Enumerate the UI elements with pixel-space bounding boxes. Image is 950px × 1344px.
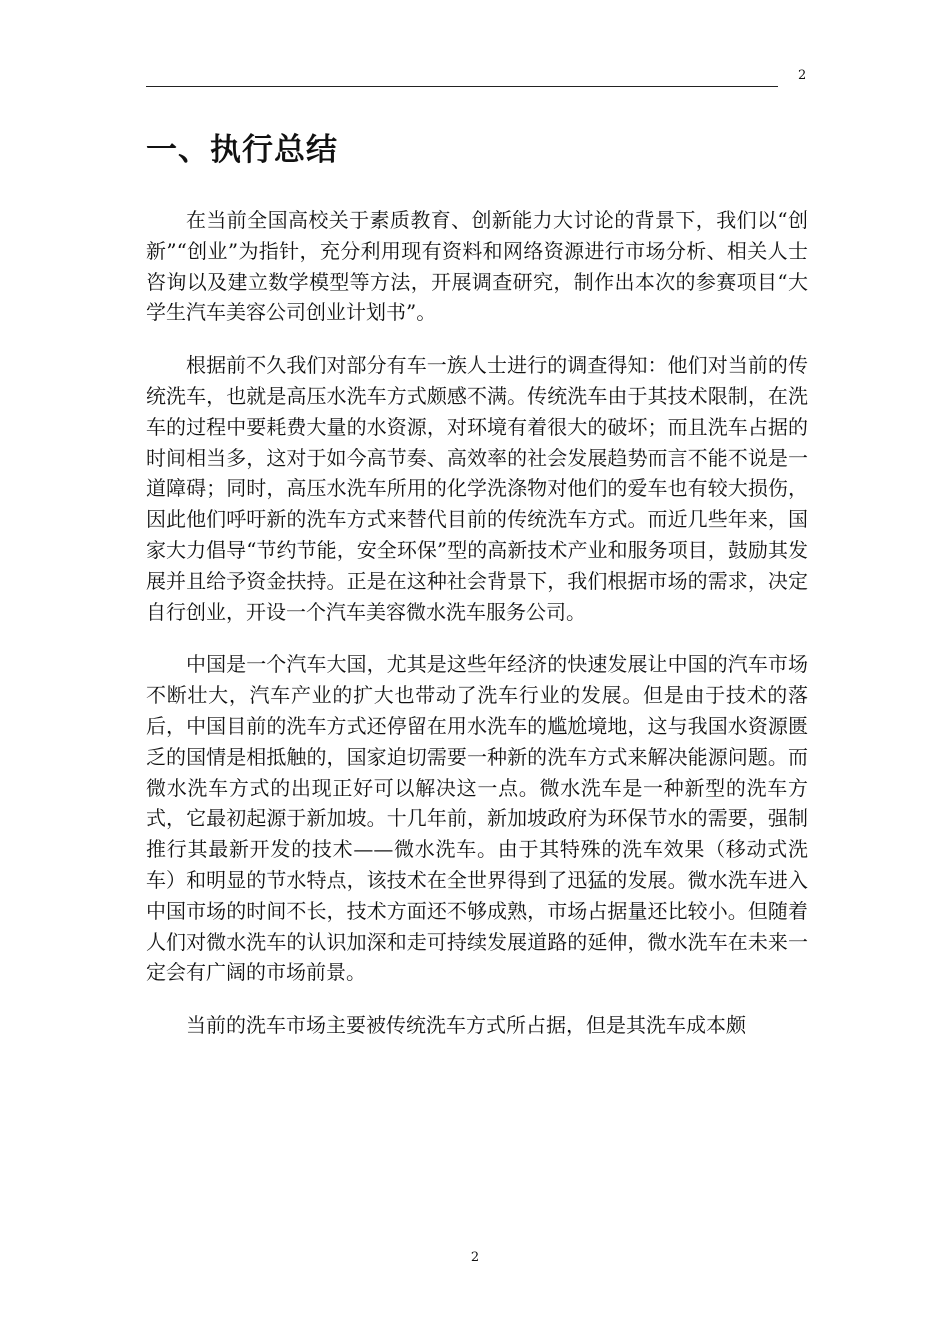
paragraph-2: 根据前不久我们对部分有车一族人士进行的调查得知：他们对当前的传统洗车，也就是高压水洗车方式颇感不满。传统洗车由于其技术限制，在洗车的过程中要耗费大量的水资源，对环境有着很大的破坏；而且洗车占据的时间相当多，这对于如今高节奏、高效率的社会发展趋势而言不能不说是一道障碍；同时，高压水洗车所用的化学洗涤物对他们的爱车也有较大损伤，因此他们呼吁新的洗车方式来替代目前的传统洗车方式。而近几些年来，国家大力倡导“节约节能，安全环保”型的高新技术产业和服务项目，鼓励其发展并且给予资金扶持。正是在这种社会背景下，我们根据市场的需求，决定自行创业，开设一个汽车美容微水洗车服务公司。 — [146, 353, 808, 624]
body-text — [146, 205, 808, 1063]
footer-page-number: 2 — [470, 1250, 480, 1265]
section-title: 一、执行总结 — [146, 132, 338, 168]
paragraph-4: 当前的洗车市场主要被传统洗车方式所占据，但是其洗车成本颇 — [186, 1013, 746, 1038]
paragraph-1: 在当前全国高校关于素质教育、创新能力大讨论的背景下，我们以“创新”“创业”为指针，充分利用现有资料和网络资源进行市场分析、相关人士咨询以及建立数学模型等方法，开展调查研究，制作出本次的参赛项目“大学生汽车美容公司创业计划书”。 — [146, 208, 808, 325]
header-rule — [146, 86, 778, 87]
paragraph-3: 中国是一个汽车大国，尤其是这些年经济的快速发展让中国的汽车市场不断壮大，汽车产业的扩大也带动了洗车行业的发展。但是由于技术的落后，中国目前的洗车方式还停留在用水洗车的尴尬境地，这与我国水资源匮乏的国情是相抵触的，国家迫切需要一种新的洗车方式来解决能源问题。而微水洗车方式的出现正好可以解决这一点。微水洗车是一种新型的洗车方式，它最初起源于新加坡。十几年前，新加坡政府为环保节水的需要，强制推行其最新开发的技术——微水洗车。由于其特殊的洗车效果（移动式洗车）和明显的节水特点，该技术在全世界得到了迅猛的发展。微水洗车进入中国市场的时间不长，技术方面还不够成熟，市场占据量还比较小。但随着人们对微水洗车的认识加深和走可持续发展道路的延伸，微水洗车在未来一定会有广阔的市场前景。 — [146, 652, 808, 985]
header-page-number: 2 — [798, 68, 807, 83]
